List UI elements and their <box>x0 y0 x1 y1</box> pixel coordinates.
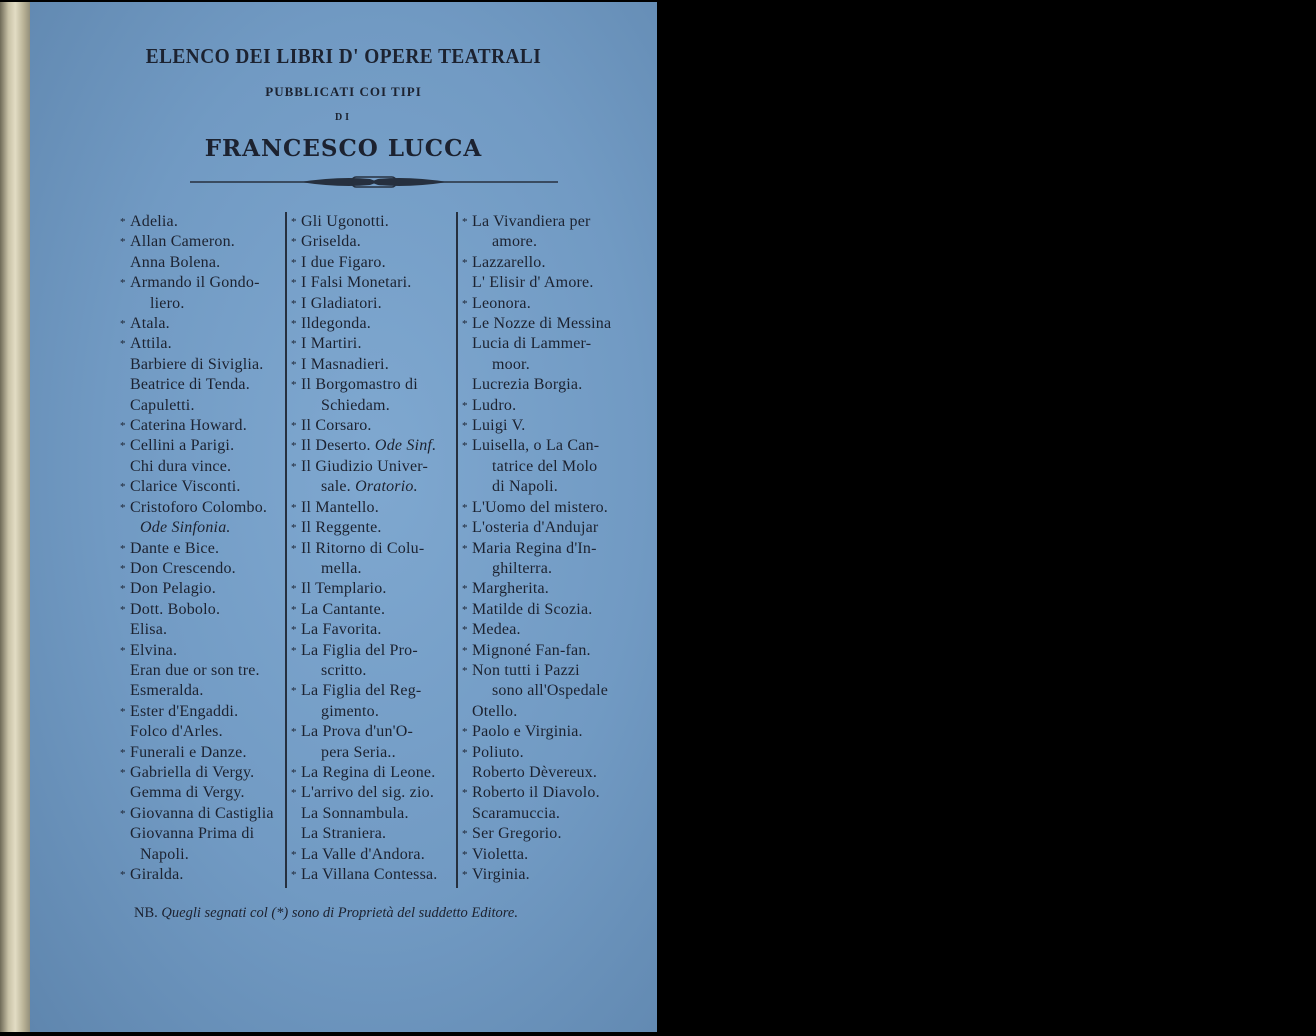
opera-entry <box>120 232 282 252</box>
entry-text: I Gladiatori. <box>301 294 382 312</box>
page-title: ELENCO DEI LIBRI D' OPERE TEATRALI <box>145 44 542 68</box>
opera-entry <box>291 232 453 252</box>
entry-text: Lucrezia Borgia. <box>472 376 583 394</box>
opera-entry <box>120 355 282 375</box>
property-asterisk: * <box>291 685 297 698</box>
property-asterisk: * <box>462 664 468 677</box>
entry-text: Violetta. <box>472 845 529 863</box>
opera-entry <box>291 620 453 640</box>
property-asterisk: * <box>291 358 297 371</box>
entry-text: moor. <box>492 355 530 373</box>
property-asterisk: * <box>462 399 468 412</box>
entry-text: Elvina. <box>130 641 178 659</box>
property-asterisk: * <box>462 644 468 657</box>
property-asterisk: * <box>291 583 297 596</box>
entry-text: Capuletti. <box>130 396 195 414</box>
property-asterisk: * <box>291 501 297 514</box>
property-asterisk: * <box>120 869 126 881</box>
opera-entry-continuation <box>462 355 624 375</box>
entry-text: La Sonnambula. <box>301 804 409 822</box>
entry-text: La Vivandiera per <box>472 213 591 230</box>
opera-entry <box>291 600 453 620</box>
entry-text: Griselda. <box>301 233 362 251</box>
entry-text: Beatrice di Tenda. <box>130 376 250 394</box>
opera-entry <box>120 253 282 273</box>
entry-text: Il Reggente. <box>301 519 382 537</box>
column-divider-2 <box>456 212 458 888</box>
opera-entry-continuation <box>462 559 624 579</box>
opera-entry-continuation <box>462 477 624 497</box>
opera-entry <box>120 416 282 436</box>
property-asterisk: * <box>462 420 468 433</box>
opera-entry <box>462 702 624 722</box>
property-asterisk: * <box>291 277 297 290</box>
entry-text: Ludro. <box>472 396 517 414</box>
entry-text: Gemma di Vergy. <box>130 784 245 802</box>
opera-entry <box>291 845 453 865</box>
entry-text: Il Borgomastro di <box>301 376 418 394</box>
opera-entry <box>291 539 453 559</box>
entry-text: Il Templario. <box>301 580 387 598</box>
footnote <box>134 905 518 922</box>
entry-text: Il Corsaro. <box>301 417 372 435</box>
entry-text: Ildegonda. <box>301 315 371 333</box>
opera-entry <box>462 804 624 824</box>
opera-column-1 <box>120 212 282 885</box>
entry-text: Napoli. <box>140 845 189 863</box>
opera-entry <box>120 559 282 579</box>
entry-text: Mignoné Fan-fan. <box>472 641 591 659</box>
property-asterisk: * <box>462 501 468 514</box>
property-asterisk: * <box>291 420 297 433</box>
entry-text: pera Seria.. <box>321 743 396 761</box>
opera-entry-continuation <box>291 661 453 681</box>
opera-entry <box>462 600 624 620</box>
opera-entry <box>462 416 624 436</box>
property-asterisk: * <box>120 481 126 494</box>
entry-text: Ode Sinfonia. <box>140 519 231 537</box>
entry-text: Non tutti i Pazzi <box>472 661 580 679</box>
opera-entry <box>291 518 453 538</box>
entry-text: gimento. <box>321 702 380 720</box>
property-asterisk: * <box>462 603 468 616</box>
entry-text: Folco d'Arles. <box>130 723 223 741</box>
opera-entry-continuation <box>462 457 624 477</box>
opera-column-3 <box>462 212 624 885</box>
entry-text: Luisella, o La Can- <box>472 437 600 455</box>
opera-entry-continuation <box>291 559 453 579</box>
page <box>30 2 657 1032</box>
opera-entry <box>291 498 453 518</box>
entry-text: Allan Cameron. <box>130 233 235 251</box>
opera-entry-continuation <box>462 232 624 252</box>
property-asterisk: * <box>120 338 126 351</box>
entry-text: Roberto Dèvereux. <box>472 763 598 781</box>
entry-text: tatrice del Molo <box>492 457 598 475</box>
opera-entry <box>462 334 624 354</box>
property-asterisk: * <box>120 644 126 657</box>
property-asterisk: * <box>291 216 297 228</box>
opera-entry <box>462 783 624 803</box>
opera-entry <box>462 518 624 538</box>
entry-text: Il Mantello. <box>301 498 379 516</box>
property-asterisk: * <box>462 216 468 228</box>
property-asterisk: * <box>291 848 297 861</box>
opera-entry <box>462 375 624 395</box>
entry-text: Atala. <box>130 315 170 333</box>
opera-entry <box>462 294 624 314</box>
opera-entry <box>462 396 624 416</box>
opera-entry <box>120 661 282 681</box>
opera-entry-continuation <box>120 518 282 538</box>
entry-text: L' Elisir d' Amore. <box>472 274 594 292</box>
property-asterisk: * <box>120 420 126 433</box>
opera-entry <box>291 824 453 844</box>
opera-entry <box>291 212 453 232</box>
property-asterisk: * <box>462 848 468 861</box>
property-asterisk: * <box>462 726 468 739</box>
entry-text: La Prova d'un'O- <box>301 723 414 741</box>
entry-text: Poliuto. <box>472 743 524 761</box>
opera-entry <box>462 212 624 232</box>
opera-entry <box>291 436 453 456</box>
entry-text: Leonora. <box>472 294 531 312</box>
opera-entry <box>462 314 624 334</box>
entry-text: Clarice Visconti. <box>130 478 241 496</box>
entry-text: Barbiere di Siviglia. <box>130 355 264 373</box>
opera-entry <box>462 579 624 599</box>
entry-text: Schiedam. <box>321 396 390 414</box>
property-asterisk: * <box>462 869 468 881</box>
property-asterisk: * <box>462 297 468 310</box>
entry-text: Attila. <box>130 335 172 353</box>
opera-entry <box>120 641 282 661</box>
entry-text: ghilterra. <box>492 559 553 577</box>
entry-text: Il Ritorno di Colu- <box>301 539 425 557</box>
opera-entry <box>120 477 282 497</box>
opera-entry <box>462 865 624 885</box>
opera-entry-continuation <box>120 294 282 314</box>
property-asterisk: * <box>120 236 126 249</box>
entry-text: Il Deserto. <box>301 437 371 455</box>
property-asterisk: * <box>120 216 126 228</box>
entry-text: I due Figaro. <box>301 253 386 271</box>
entry-text: Dante e Bice. <box>130 539 220 557</box>
entry-text: I Martiri. <box>301 335 362 353</box>
opera-entry-continuation <box>120 845 282 865</box>
opera-entry <box>291 416 453 436</box>
opera-entry <box>120 722 282 742</box>
entry-text: Ester d'Engaddi. <box>130 702 239 720</box>
opera-entry-continuation <box>291 702 453 722</box>
publisher-name: FRANCESCO LUCCA <box>204 135 483 162</box>
property-asterisk: * <box>462 624 468 637</box>
entry-text: Don Pelagio. <box>130 580 216 598</box>
opera-entry <box>291 355 453 375</box>
opera-entry <box>462 498 624 518</box>
property-asterisk: * <box>462 542 468 555</box>
opera-entry <box>120 620 282 640</box>
entry-text: amore. <box>492 233 538 251</box>
entry-text: L'Uomo del mistero. <box>472 498 608 516</box>
entry-text: Le Nozze di Messina <box>472 315 612 333</box>
entry-text: Chi dura vince. <box>130 457 232 475</box>
opera-entry-continuation <box>291 396 453 416</box>
property-asterisk: * <box>291 624 297 637</box>
entry-text: I Falsi Monetari. <box>301 274 412 292</box>
opera-entry <box>462 824 624 844</box>
property-asterisk: * <box>291 726 297 739</box>
opera-entry <box>291 763 453 783</box>
entry-text: Scaramuccia. <box>472 804 561 822</box>
page-subtitle: PUBBLICATI COI TIPI <box>265 84 422 99</box>
opera-entry <box>291 253 453 273</box>
opera-entry <box>120 865 282 885</box>
opera-entry <box>462 539 624 559</box>
ornamental-rule <box>190 172 558 192</box>
entry-text: La Straniera. <box>301 825 387 843</box>
entry-text: Giovanna di Castiglia <box>130 804 274 822</box>
footnote-text: Quegli segnati col (*) sono di Proprietà del suddetto Editore. <box>161 905 518 921</box>
entry-text: sale. <box>321 478 351 496</box>
opera-entry <box>462 436 624 456</box>
opera-entry <box>291 783 453 803</box>
entry-text: La Valle d'Andora. <box>301 845 425 863</box>
entry-text: Ser Gregorio. <box>472 825 562 843</box>
entry-text: I Masnadieri. <box>301 355 389 373</box>
entry-text: Funerali e Danze. <box>130 743 247 761</box>
opera-entry-continuation <box>462 681 624 701</box>
entry-text: La Favorita. <box>301 621 382 639</box>
opera-entry <box>120 539 282 559</box>
opera-entry <box>120 824 282 844</box>
property-asterisk: * <box>462 746 468 759</box>
property-asterisk: * <box>291 440 297 453</box>
property-asterisk: * <box>120 277 126 290</box>
opera-entry <box>462 641 624 661</box>
opera-entry <box>120 763 282 783</box>
opera-entry <box>120 396 282 416</box>
entry-text: Anna Bolena. <box>130 253 221 271</box>
opera-entry <box>120 579 282 599</box>
entry-text: Esmeralda. <box>130 682 204 700</box>
entry-text: Giralda. <box>130 866 184 883</box>
entry-text: Cristoforo Colombo. <box>130 498 268 516</box>
entry-text: Dott. Bobolo. <box>130 600 221 618</box>
property-asterisk: * <box>462 318 468 331</box>
property-asterisk: * <box>291 379 297 392</box>
property-asterisk: * <box>462 440 468 453</box>
opera-entry <box>291 641 453 661</box>
property-asterisk: * <box>120 318 126 331</box>
di-label: DI <box>334 112 353 123</box>
column-divider-1 <box>285 212 287 888</box>
opera-entry <box>291 273 453 293</box>
property-asterisk: * <box>291 318 297 331</box>
entry-text: L'arrivo del sig. zio. <box>301 784 435 802</box>
opera-entry <box>462 743 624 763</box>
property-asterisk: * <box>120 542 126 555</box>
opera-entry <box>462 722 624 742</box>
opera-entry <box>120 212 282 232</box>
property-asterisk: * <box>120 603 126 616</box>
entry-text: Lazzarello. <box>472 253 546 271</box>
entry-text: La Figlia del Reg- <box>301 682 422 700</box>
property-asterisk: * <box>291 236 297 249</box>
opera-entry <box>291 804 453 824</box>
entry-italic-note: Ode Sinf. <box>370 437 437 455</box>
entry-text: L'osteria d'Andujar <box>472 519 599 537</box>
property-asterisk: * <box>291 256 297 269</box>
entry-text: Caterina Howard. <box>130 417 247 435</box>
entry-text: Maria Regina d'In- <box>472 539 597 557</box>
entry-text: Gabriella di Vergy. <box>130 763 255 781</box>
entry-text: Il Giudizio Univer- <box>301 457 429 475</box>
property-asterisk: * <box>291 869 297 881</box>
property-asterisk: * <box>120 746 126 759</box>
opera-entry <box>120 457 282 477</box>
property-asterisk: * <box>120 501 126 514</box>
property-asterisk: * <box>291 603 297 616</box>
property-asterisk: * <box>120 705 126 718</box>
entry-text: Don Crescendo. <box>130 559 236 577</box>
opera-entry <box>120 681 282 701</box>
opera-entry <box>291 457 453 477</box>
entry-text: Adelia. <box>130 213 179 230</box>
property-asterisk: * <box>291 766 297 779</box>
property-asterisk: * <box>291 297 297 310</box>
entry-text: Paolo e Virginia. <box>472 723 583 741</box>
property-asterisk: * <box>291 522 297 535</box>
property-asterisk: * <box>291 542 297 555</box>
entry-text: Armando il Gondo- <box>130 274 260 292</box>
property-asterisk: * <box>462 828 468 841</box>
entry-text: La Regina di Leone. <box>301 763 436 781</box>
entry-text: di Napoli. <box>492 478 558 496</box>
property-asterisk: * <box>120 766 126 779</box>
entry-text: Medea. <box>472 621 521 639</box>
opera-entry-continuation <box>291 743 453 763</box>
entry-text: Margherita. <box>472 580 549 598</box>
entry-text: Otello. <box>472 702 518 720</box>
property-asterisk: * <box>120 562 126 575</box>
opera-entry <box>291 314 453 334</box>
entry-text: Cellini a Parigi. <box>130 437 235 455</box>
entry-text: La Figlia del Pro- <box>301 641 418 659</box>
opera-entry <box>462 661 624 681</box>
opera-entry <box>120 498 282 518</box>
property-asterisk: * <box>120 583 126 596</box>
opera-entry-continuation <box>291 477 453 497</box>
property-asterisk: * <box>462 583 468 596</box>
opera-entry <box>462 253 624 273</box>
opera-entry <box>291 375 453 395</box>
property-asterisk: * <box>120 807 126 820</box>
property-asterisk: * <box>120 440 126 453</box>
opera-entry <box>120 375 282 395</box>
opera-entry <box>291 334 453 354</box>
property-asterisk: * <box>291 460 297 473</box>
opera-entry <box>291 681 453 701</box>
opera-entry <box>120 273 282 293</box>
entry-text: La Cantante. <box>301 600 386 618</box>
entry-text: Virginia. <box>472 866 530 883</box>
opera-entry <box>462 620 624 640</box>
entry-text: Eran due or son tre. <box>130 661 260 679</box>
opera-entry <box>291 294 453 314</box>
opera-column-2 <box>291 212 453 885</box>
opera-entry <box>120 804 282 824</box>
opera-entry <box>120 743 282 763</box>
property-asterisk: * <box>462 787 468 800</box>
entry-text: La Villana Contessa. <box>301 866 438 883</box>
book-edge <box>0 2 34 1032</box>
entry-text: scritto. <box>321 661 367 679</box>
opera-entry <box>462 845 624 865</box>
entry-text: Roberto il Diavolo. <box>472 784 600 802</box>
property-asterisk: * <box>462 522 468 535</box>
opera-entry <box>291 722 453 742</box>
opera-entry <box>120 783 282 803</box>
entry-text: Lucia di Lammer- <box>472 335 592 353</box>
property-asterisk: * <box>291 644 297 657</box>
opera-entry <box>120 702 282 722</box>
entry-text: Giovanna Prima di <box>130 825 255 843</box>
entry-italic-note: Oratorio. <box>350 478 418 496</box>
property-asterisk: * <box>291 787 297 800</box>
property-asterisk: * <box>291 338 297 351</box>
opera-entry <box>291 579 453 599</box>
entry-text: mella. <box>321 559 362 577</box>
opera-entry <box>462 763 624 783</box>
opera-entry <box>462 273 624 293</box>
opera-entry <box>120 334 282 354</box>
opera-entry <box>120 314 282 334</box>
entry-text: liero. <box>150 294 185 312</box>
opera-entry <box>291 865 453 885</box>
property-asterisk: * <box>462 256 468 269</box>
entry-text: sono all'Ospedale <box>492 682 609 700</box>
entry-text: Gli Ugonotti. <box>301 213 389 230</box>
entry-text: Luigi V. <box>472 417 526 435</box>
footnote-prefix: NB. <box>134 905 158 921</box>
entry-text: Matilde di Scozia. <box>472 600 593 618</box>
entry-text: Elisa. <box>130 621 168 639</box>
opera-entry <box>120 600 282 620</box>
opera-entry <box>120 436 282 456</box>
